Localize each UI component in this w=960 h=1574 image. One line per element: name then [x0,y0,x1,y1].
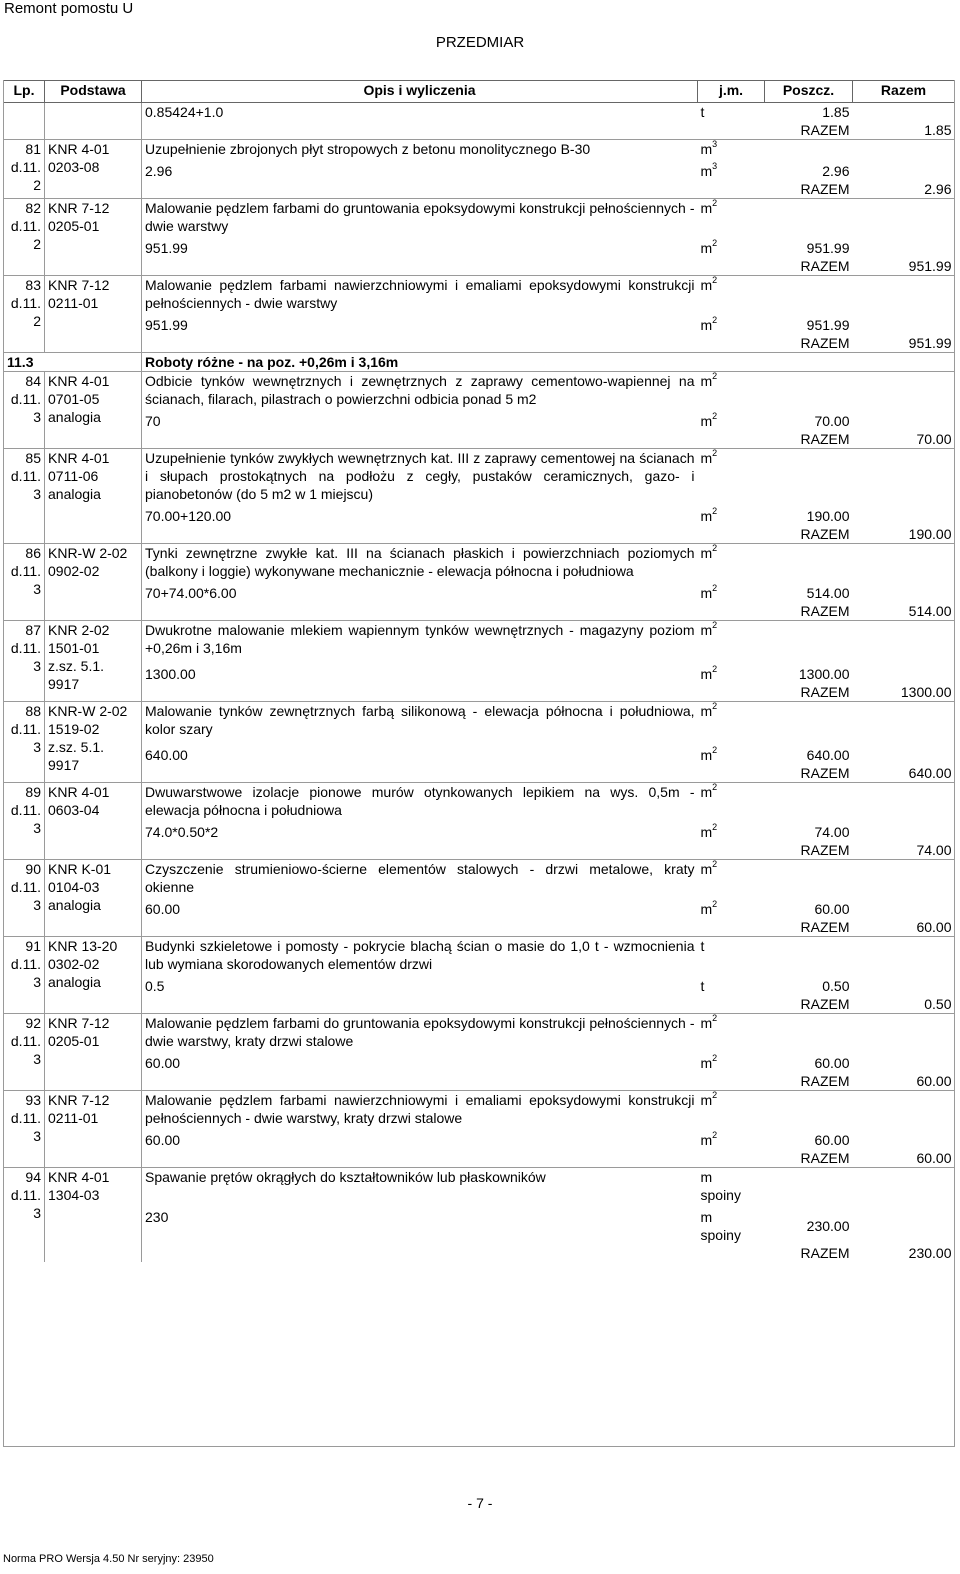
col-lp-header: Lp. [4,81,45,103]
item-lp: 89 d.11. 3 [4,783,45,860]
item-calc-unit: $m^2$ [700,583,718,601]
item-calc-row [4,738,955,764]
item-calc-unit: $m^2$ [700,315,718,333]
item-row [4,276,955,313]
item-calc: 640.00 [142,738,698,764]
item-value: 60.00 [814,1055,850,1071]
item-podstawa: KNR 7-12 0211-01 [45,1091,142,1168]
item-razem: 0.50 [924,996,952,1012]
item-calc-unit: $m^2$ [700,664,718,682]
col-opis-header: Opis i wyliczenia [142,81,698,103]
item-calc: 60.00 [142,1050,698,1072]
item-razem: 514.00 [908,603,952,619]
item-calc-unit: $m^2$ [700,822,718,840]
item-calc-unit: $m^3$ [700,161,718,179]
item-calc-unit: $m^2$ [700,1053,718,1071]
item-razem-row [4,525,955,544]
item-row [4,449,955,504]
item-value: 1300.00 [798,666,850,682]
item-unit: $m^2$ [698,372,765,409]
col-poszcz-header: Poszcz. [765,81,853,103]
item-row [4,860,955,897]
item-calc: 60.00 [142,896,698,918]
item-calc: 70+74.00*6.00 [142,580,698,602]
item-description: Uzupełnienie zbrojonych płyt stropowych z betonu monolitycznego B-30 [142,140,698,159]
item-row [4,937,955,974]
item-calc-unit: $m^2$ [700,745,718,763]
item-row [4,783,955,820]
item-razem-label: RAZEM [800,919,850,935]
table-header-row [4,81,955,103]
item-row [4,140,955,159]
item-razem-row [4,602,955,621]
section-title: Roboty różne - na poz. +0,26m i 3,16m [142,353,955,372]
item-value: 74.00 [814,824,850,840]
item-calc-unit: $m^2$ [700,506,718,524]
item-razem-label: RAZEM [800,1245,850,1261]
item-razem-label: RAZEM [800,431,850,447]
item-calc-row [4,312,955,334]
item-description: Odbicie tynków wewnętrznych i zewnętrznych z zaprawy cementowo-wapiennej na ścianach, filarach, pilastrach o powierzchni odbicia ponad 5 m2 [142,372,698,409]
col-podstawa-header: Podstawa [45,81,142,103]
item-calc: 2.96 [142,158,698,180]
software-info: Norma PRO Wersja 4.50 Nr seryjny: 23950 [3,1553,214,1565]
item-unit: $m^2$ [698,783,765,820]
item-description: Uzupełnienie tynków zwykłych wewnętrznych kat. III z zaprawy cementowej na ścianach i słupach prostokątnych na podłożu z cegły, pustaków ceramicznych, gazo- i pianobetonów (do 5 m2 w 1 miejscu) [142,449,698,504]
item-description: Malowanie pędzlem farbami nawierzchniowymi i emaliami epoksydowymi konstrukcji pełnościennych - dwie warstwy, kraty drzwi stalowe [142,1091,698,1128]
item-value: 0.50 [822,978,850,994]
item-podstawa: KNR K-01 0104-03 analogia [45,860,142,937]
item-description: Spawanie prętów okrągłych do kształtowników lub płaskowników [142,1168,698,1205]
item-description: Dwuwarstwowe izolacje pionowe murów otynkowanych lepikiem na wys. 0,5m - elewacja północna i południowa [142,783,698,820]
item-description: Malowanie tynków zewnętrznych farbą silikonową - elewacja północna i południowa, kolor szary [142,702,698,739]
item-razem-label: RAZEM [800,996,850,1012]
item-lp: 82 d.11. 2 [4,199,45,276]
item-podstawa: KNR 7-12 0205-01 [45,1014,142,1091]
item-calc-unit: $m^2$ [700,1130,718,1148]
item-podstawa: KNR 4-01 0203-08 [45,140,142,199]
col-jm-header: j.m. [698,81,765,103]
item-razem-row [4,180,955,199]
item-row [4,621,955,658]
item-value: 190.00 [806,508,850,524]
document-title: Remont pomostu U [4,0,134,17]
item-razem-row [4,257,955,276]
item-razem: 640.00 [908,765,952,781]
item-podstawa: KNR-W 2-02 0902-02 [45,544,142,621]
item-lp: 88 d.11. 3 [4,702,45,783]
item-lp: 83 d.11. 2 [4,276,45,353]
item-calc-unit: t [700,978,705,994]
item-lp: 85 d.11. 3 [4,449,45,544]
item-razem-row [4,764,955,783]
item-unit: $m^2$ [698,449,765,504]
item-calc-unit: m spoiny [700,1209,741,1243]
item-podstawa: KNR 2-02 1501-01 z.sz. 5.1. 9917 [45,621,142,702]
item-razem-row [4,1072,955,1091]
item-unit: $m^2$ [698,1014,765,1051]
item-razem-label: RAZEM [800,603,850,619]
carry-unit: t [700,104,705,120]
item-razem: 74.00 [916,842,952,858]
item-calc-unit: $m^2$ [700,411,718,429]
item-description: Czyszczenie strumieniowo-ścierne elementów stalowych - drzwi metalowe, kraty okienne [142,860,698,897]
item-value: 230.00 [806,1218,850,1234]
item-calc-row [4,503,955,525]
item-unit: m spoiny [698,1168,765,1205]
item-lp: 86 d.11. 3 [4,544,45,621]
item-razem: 60.00 [916,1150,952,1166]
item-podstawa: KNR 4-01 0603-04 [45,783,142,860]
col-razem-header: Razem [853,81,955,103]
item-lp: 94 d.11. 3 [4,1168,45,1263]
item-razem-label: RAZEM [800,526,850,542]
carry-calc: 0.85424+1.0 [142,103,698,122]
item-calc: 1300.00 [142,657,698,683]
item-unit: $m^3$ [698,140,765,159]
item-calc-row [4,896,955,918]
item-value: 2.96 [822,163,850,179]
carry-razem-label: RAZEM [800,122,850,138]
item-calc-row [4,408,955,430]
item-lp: 93 d.11. 3 [4,1091,45,1168]
item-razem-label: RAZEM [800,1150,850,1166]
item-value: 60.00 [814,1132,850,1148]
item-razem: 951.99 [908,258,952,274]
item-description: Malowanie pędzlem farbami do gruntowania epoksydowymi konstrukcji pełnościennych - dwie warstwy [142,199,698,236]
page-number: - 7 - [467,1495,493,1511]
item-lp: 84 d.11. 3 [4,372,45,449]
item-description: Dwukrotne malowanie mlekiem wapiennym tynków wewnętrznych - magazyny poziom +0,26m i 3,16m [142,621,698,658]
item-calc-row [4,1204,955,1244]
item-unit: $m^2$ [698,1091,765,1128]
item-razem: 230.00 [908,1245,952,1261]
item-description: Budynki szkieletowe i pomosty - pokrycie blachą ścian o masie do 1,0 t - wzmocnienia lub wymiana skorodowanych elementów drzwi [142,937,698,974]
item-calc-row [4,580,955,602]
item-podstawa: KNR 4-01 1304-03 [45,1168,142,1263]
item-unit: $m^2$ [698,199,765,236]
item-row [4,544,955,581]
item-lp: 87 d.11. 3 [4,621,45,702]
item-unit: $m^2$ [698,544,765,581]
item-podstawa: KNR 13-20 0302-02 analogia [45,937,142,1014]
item-razem: 2.96 [924,181,952,197]
item-razem-label: RAZEM [800,684,850,700]
item-row [4,1091,955,1128]
item-row [4,372,955,409]
item-calc-unit: $m^2$ [700,899,718,917]
item-calc-unit: $m^2$ [700,238,718,256]
carry-calc-row [4,103,955,122]
section-number: 11.3 [4,353,142,372]
item-razem: 1300.00 [900,684,952,700]
item-razem: 60.00 [916,919,952,935]
item-description: Tynki zewnętrzne zwykłe kat. III na ścianach płaskich i powierzchniach poziomych (balkony i loggie) wykonywane mechanicznie - elewacja północna i południowa [142,544,698,581]
item-lp: 91 d.11. 3 [4,937,45,1014]
table-body [4,103,955,1263]
item-podstawa: KNR-W 2-02 1519-02 z.sz. 5.1. 9917 [45,702,142,783]
item-calc: 74.0*0.50*2 [142,819,698,841]
item-razem-label: RAZEM [800,258,850,274]
item-razem-label: RAZEM [800,181,850,197]
item-description: Malowanie pędzlem farbami nawierzchniowymi i emaliami epoksydowymi konstrukcji pełnościennych - dwie warstwy [142,276,698,313]
item-razem-label: RAZEM [800,1073,850,1089]
item-calc-row [4,235,955,257]
item-value: 60.00 [814,901,850,917]
carry-value: 1.85 [822,104,850,120]
item-calc: 230 [142,1204,698,1244]
item-razem: 951.99 [908,335,952,351]
item-row [4,1014,955,1051]
item-razem-row [4,683,955,702]
item-value: 951.99 [806,240,850,256]
item-value: 70.00 [814,413,850,429]
item-calc-row [4,1050,955,1072]
item-razem: 60.00 [916,1073,952,1089]
item-calc-row [4,819,955,841]
item-row [4,702,955,739]
item-calc: 60.00 [142,1127,698,1149]
item-row [4,1168,955,1205]
item-razem-row [4,841,955,860]
item-podstawa: KNR 7-12 0205-01 [45,199,142,276]
item-calc: 70 [142,408,698,430]
item-podstawa: KNR 7-12 0211-01 [45,276,142,353]
item-razem-label: RAZEM [800,842,850,858]
item-calc: 0.5 [142,973,698,995]
item-razem-row [4,918,955,937]
item-razem-row [4,430,955,449]
item-unit: $m^2$ [698,621,765,658]
item-calc-row [4,158,955,180]
item-razem-label: RAZEM [800,765,850,781]
item-razem-row [4,334,955,353]
item-calc: 951.99 [142,235,698,257]
item-podstawa: KNR 4-01 0701-05 analogia [45,372,142,449]
item-row [4,199,955,236]
item-calc-row [4,657,955,683]
carry-razem-value: 1.85 [924,122,952,138]
item-lp: 92 d.11. 3 [4,1014,45,1091]
carry-razem-row [4,121,955,140]
item-lp: 90 d.11. 3 [4,860,45,937]
item-razem: 70.00 [916,431,952,447]
item-podstawa: KNR 4-01 0711-06 analogia [45,449,142,544]
item-unit: t [698,937,765,974]
item-razem-row [4,995,955,1014]
item-value: 951.99 [806,317,850,333]
document-subject: PRZEDMIAR [435,34,525,51]
item-unit: $m^2$ [698,860,765,897]
item-calc: 70.00+120.00 [142,503,698,525]
item-calc-row [4,973,955,995]
item-razem-row [4,1149,955,1168]
item-unit: $m^2$ [698,276,765,313]
item-razem-row [4,1244,955,1262]
item-value: 640.00 [806,747,850,763]
item-description: Malowanie pędzlem farbami do gruntowania epoksydowymi konstrukcji pełnościennych - dwie warstwy, kraty drzwi stalowe [142,1014,698,1051]
item-razem-label: RAZEM [800,335,850,351]
item-value: 514.00 [806,585,850,601]
item-calc-row [4,1127,955,1149]
item-lp: 81 d.11. 2 [4,140,45,199]
bill-of-quantities-table [3,80,955,1262]
item-razem: 190.00 [908,526,952,542]
item-calc: 951.99 [142,312,698,334]
section-row [4,353,955,372]
item-unit: $m^2$ [698,702,765,739]
